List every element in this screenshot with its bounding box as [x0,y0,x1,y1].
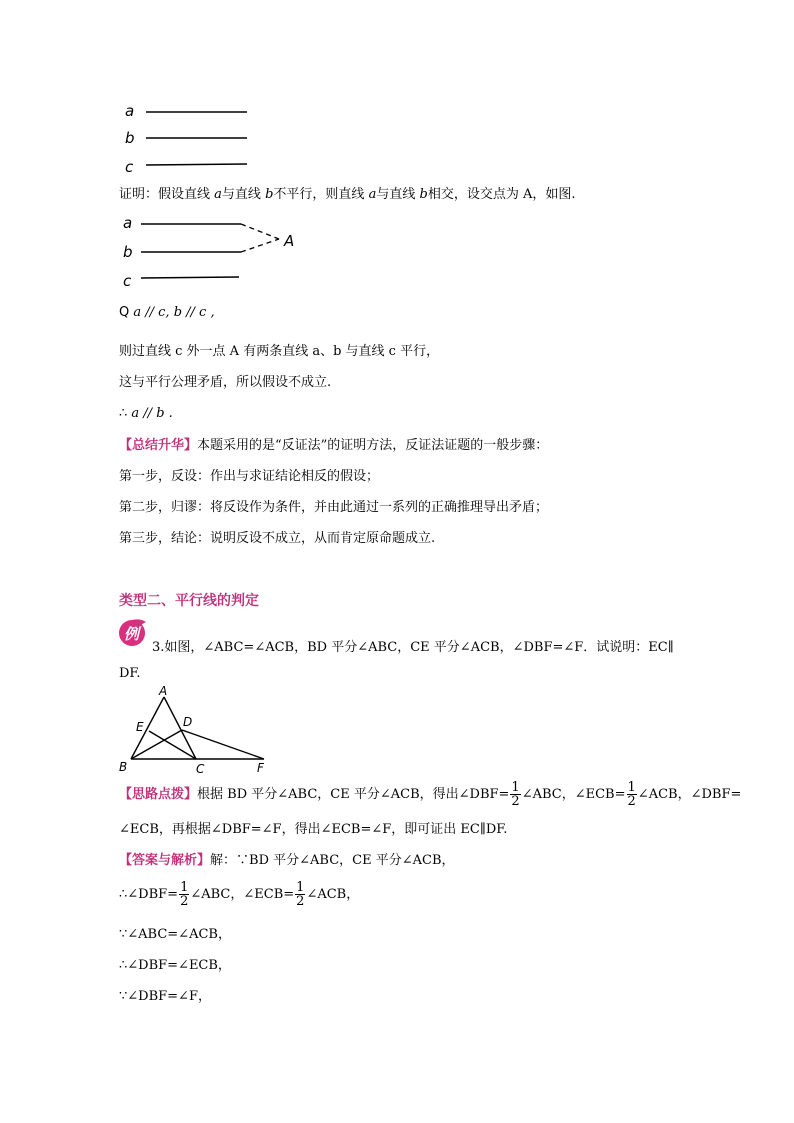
label-E: E [136,720,144,734]
answer-tag: 【答案与解析】 [119,853,211,868]
label-A: A [159,684,168,698]
answer-line-1: 【答案与解析】解：∵BD 平分∠ABC，CE 平分∠ACB， [119,853,455,868]
answer-line-2: ∴∠DBF= $\frac{1}{2}$ ∠ABC，∠ECB= $\frac{1}{2}$ ∠ACB， [119,880,360,909]
answer-line-3: ∵∠ABC=∠ACB， [119,927,231,942]
svg-text:例: 例 [124,625,140,643]
label-a: a [123,214,133,232]
label-B: B [119,760,128,774]
label-b: b [125,129,135,147]
problem-line-1: 3.如图，∠ABC=∠ACB，BD 平分∠ABC，CE 平分∠ACB，∠DBF=∠F．试说明：EC∥ [152,640,674,655]
proof-conclusion: ∴ a // b . [119,406,173,421]
line-c [146,164,247,165]
summary-step-2: 第二步，归谬：将反设作为条件，并由此通过一系列的正确推理导出矛盾； [119,500,549,515]
dashed-a [241,224,279,239]
summary-tag: 【总结升华】 [119,438,198,453]
proof-given: Q a // c, b // c , [119,305,215,320]
hint-tag: 【思路点拨】 [119,787,198,802]
fraction-half: $\frac{1}{2}$ [296,880,305,909]
label-point-a: A [284,232,295,250]
label-C: C [196,762,205,776]
line-c [141,277,239,278]
summary-step-3: 第三步，结论：说明反设不成立，从而肯定原命题成立. [119,531,436,546]
summary-intro: 【总结升华】本题采用的是“反证法”的证明方法，反证法证题的一般步骤： [119,438,549,453]
proof-line-3: 则过直线 c 外一点 A 有两条直线 a、b 与直线 c 平行， [119,344,440,359]
figure-triangle [116,684,276,776]
summary-step-1: 第一步，反设：作出与求证结论相反的假设； [119,469,380,484]
label-a: a [125,102,135,120]
fraction-half: $\frac{1}{2}$ [180,880,189,909]
proof-intro: 证明：假设直线 a与直线 b不平行，则直线 a与直线 b相交，设交点为 A，如图. [119,187,576,202]
answer-line-5: ∵∠DBF=∠F， [119,989,211,1004]
figure-parallel-lines [119,98,259,180]
answer-line-4: ∴∠DBF=∠ECB， [119,958,231,973]
label-c: c [123,272,132,290]
figure-intersecting-lines [119,212,309,292]
proof-line-4: 这与平行公理矛盾，所以假设不成立. [119,375,332,390]
problem-line-2: DF. [119,666,141,681]
label-c: c [125,158,134,176]
fraction-half: $\frac{1}{2}$ [511,780,520,809]
example-badge-icon [118,618,148,648]
label-D: D [183,715,193,729]
hint-line-2: ∠ECB，再根据∠DBF=∠F，得出∠ECB=∠F，即可证出 EC∥DF. [119,822,508,837]
label-F: F [257,761,264,775]
dashed-b [241,239,279,252]
fraction-half: $\frac{1}{2}$ [627,780,636,809]
hint-line-1: 【思路点拨】根据 BD 平分∠ABC，CE 平分∠ACB，得出∠DBF= $\frac{1}{2}$ ∠ABC，∠ECB= $\frac{1}{2}$ ∠ACB，∠DBF= [119,780,742,809]
label-b: b [123,243,133,261]
section-title: 类型二、平行线的判定 [119,593,259,609]
